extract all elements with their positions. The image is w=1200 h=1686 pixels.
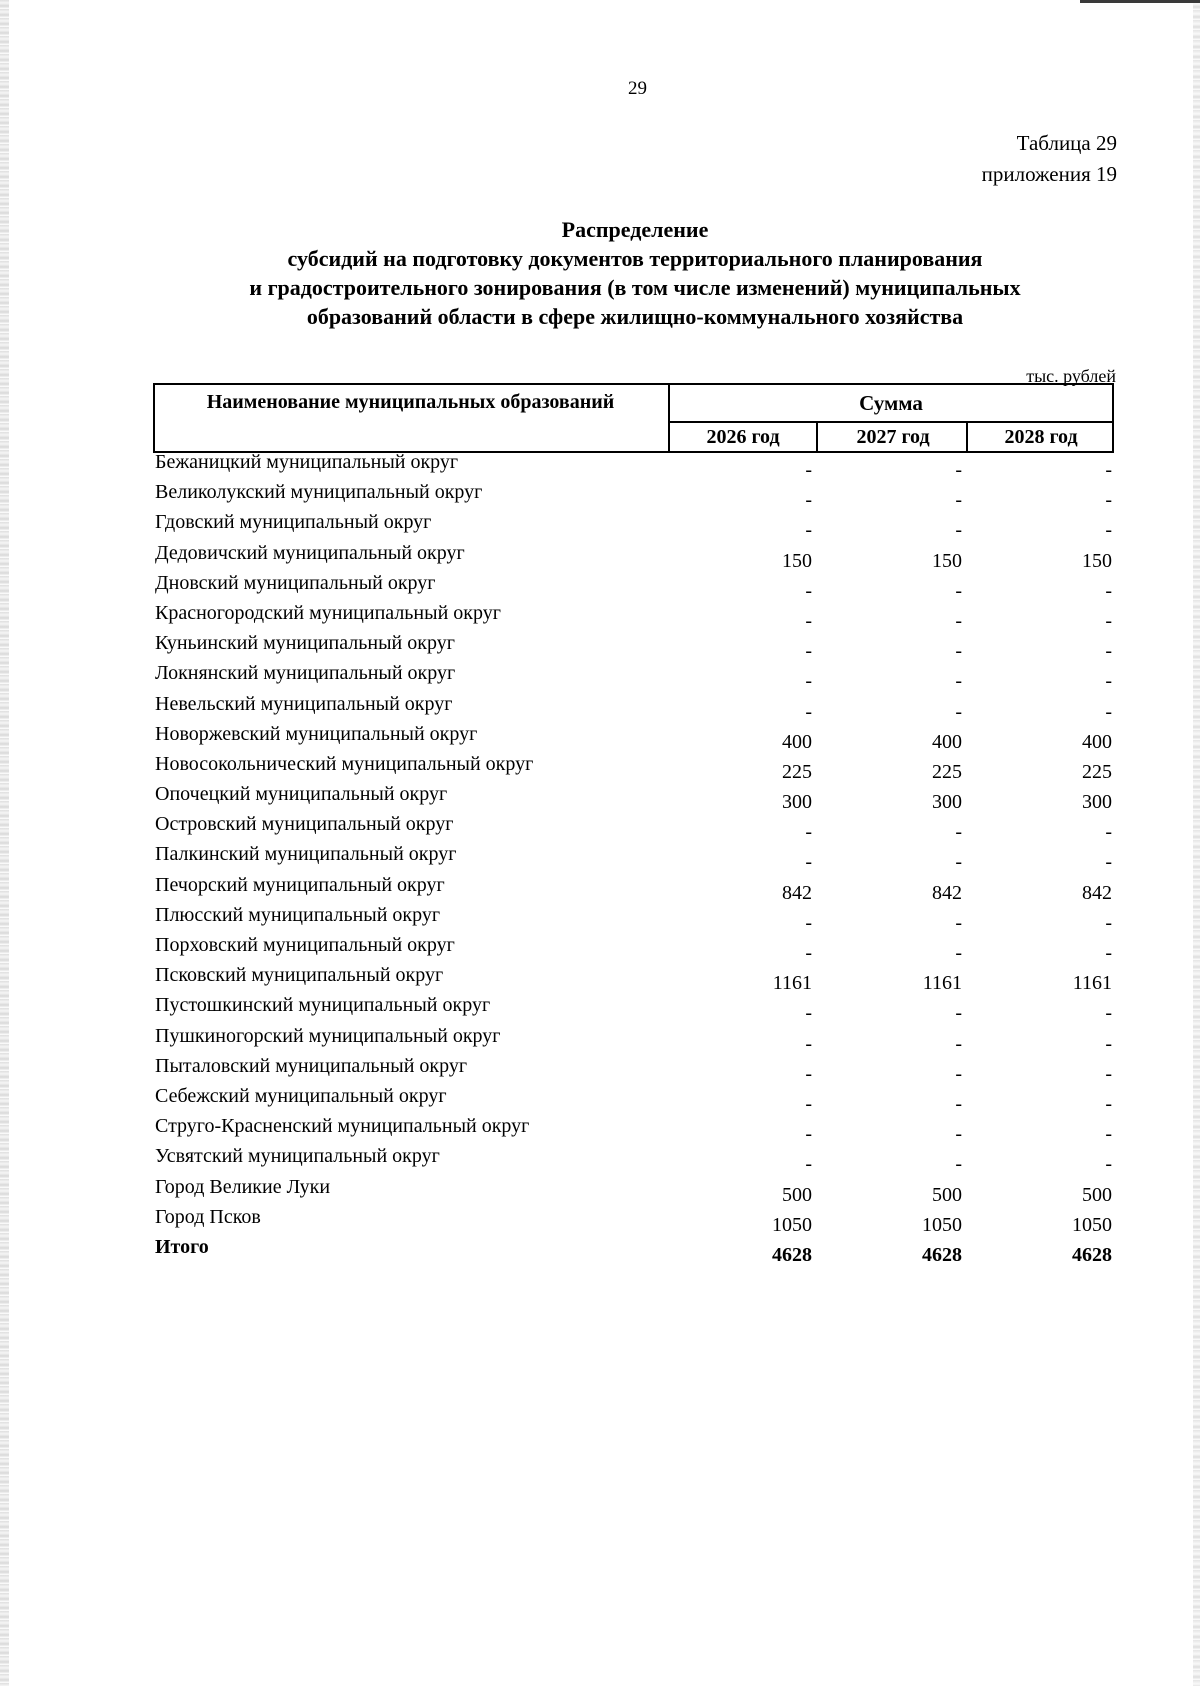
municipality-name: Дновский муниципальный округ — [155, 571, 436, 594]
municipality-name: Островский муниципальный округ — [155, 813, 454, 836]
title-line-4: образований области в сфере жилищно-коммунального хозяйства — [306, 304, 964, 329]
amount-2028: - — [1105, 851, 1112, 874]
amount-2026: - — [805, 911, 812, 934]
table-row — [155, 662, 1115, 692]
amount-2028: - — [1105, 1092, 1112, 1115]
municipality-name: Усвятский муниципальный округ — [155, 1145, 440, 1168]
amount-2026: 1050 — [772, 1213, 812, 1236]
amount-2026: - — [805, 579, 812, 602]
amount-2026: - — [805, 700, 812, 723]
amount-2026: - — [805, 489, 812, 512]
table-row — [155, 632, 1115, 662]
municipality-name: Порховский муниципальный округ — [155, 934, 455, 956]
amount-2028: - — [1105, 821, 1112, 844]
amount-2027: - — [955, 700, 962, 723]
amount-2026: - — [805, 821, 812, 844]
municipality-name: Город Псков — [155, 1205, 261, 1228]
amount-2027: - — [955, 1002, 962, 1025]
table-row — [155, 934, 1115, 964]
municipality-name: Пушкиногорский муниципальный округ — [155, 1024, 501, 1047]
amount-2026: 1161 — [772, 972, 812, 995]
amount-2026: - — [805, 851, 812, 874]
amount-2028: - — [1105, 459, 1112, 481]
units-label: тыс. рублей — [1026, 366, 1116, 386]
municipality-name: Себежский муниципальный округ — [155, 1084, 447, 1107]
amount-2027: - — [955, 640, 962, 663]
amount-2028: 842 — [1082, 881, 1112, 904]
table-reference — [982, 128, 1117, 190]
scan-edge-left — [0, 0, 9, 1686]
municipality-name: Печорский муниципальный округ — [155, 873, 445, 896]
table-reference-line2: приложения 19 — [981, 162, 1117, 186]
amount-2028: 1161 — [1072, 972, 1112, 995]
amount-2026: - — [805, 609, 812, 632]
amount-2026: - — [805, 670, 812, 693]
amount-2026: - — [805, 1153, 812, 1176]
header-name-column: Наименование муниципальных образований — [206, 391, 615, 413]
amount-2026: - — [805, 1092, 812, 1115]
amount-2027: 300 — [932, 791, 962, 814]
table-total-row — [155, 1236, 1115, 1266]
table-row — [155, 1206, 1115, 1236]
amount-2026: - — [805, 1062, 812, 1085]
municipality-name: Палкинский муниципальный округ — [155, 843, 457, 866]
amount-2027: - — [955, 579, 962, 602]
amount-2028: - — [1105, 1153, 1112, 1176]
municipality-name: Пыталовский муниципальный округ — [155, 1054, 468, 1077]
amount-2026: 400 — [782, 730, 812, 753]
amount-2026: - — [805, 1032, 812, 1055]
table-row — [155, 964, 1115, 994]
header-sum: Сумма — [859, 391, 923, 415]
amount-2028: 150 — [1082, 549, 1112, 572]
amount-2026: 300 — [782, 791, 812, 814]
municipality-name: Невельский муниципальный округ — [155, 692, 453, 715]
title-line-2: субсидий на подготовку документов территориального планирования — [287, 246, 983, 271]
amount-2027: - — [955, 911, 962, 934]
table-row — [155, 1055, 1115, 1085]
municipality-name: Струго-Красненский муниципальный округ — [155, 1115, 530, 1138]
amount-2026: - — [805, 1002, 812, 1025]
table-row — [155, 904, 1115, 934]
amount-2027: 150 — [932, 549, 962, 572]
amount-2028: - — [1105, 1123, 1112, 1146]
amount-2026: 842 — [782, 881, 812, 904]
table-row — [155, 994, 1115, 1024]
table-row — [155, 783, 1115, 813]
table-header — [153, 383, 1114, 453]
title-line-3: и градостроительного зонирования (в том числе изменений) муниципальных — [249, 275, 1021, 300]
document-title — [150, 215, 1120, 331]
total-value-2026: 4628 — [772, 1243, 812, 1266]
table-reference-line1: Таблица 29 — [1016, 131, 1117, 155]
municipality-name: Дедовичский муниципальный округ — [155, 541, 465, 564]
amount-2027: 225 — [932, 760, 962, 783]
amount-2028: - — [1105, 700, 1112, 723]
table-row — [155, 602, 1115, 632]
municipality-name: Псковский муниципальный округ — [155, 964, 444, 987]
amount-2026: - — [805, 1123, 812, 1146]
amount-2026: 500 — [782, 1183, 812, 1206]
municipality-name: Новосокольнический муниципальный округ — [155, 752, 534, 775]
amount-2027: - — [955, 851, 962, 874]
amount-2026: - — [805, 942, 812, 964]
amount-2026: - — [805, 459, 812, 481]
municipality-name: Локнянский муниципальный округ — [155, 662, 456, 685]
amount-2027: - — [955, 1062, 962, 1085]
municipality-name: Город Великие Луки — [155, 1175, 331, 1198]
amount-2028: - — [1105, 609, 1112, 632]
header-year-2026: 2026 год — [670, 423, 818, 453]
municipality-name: Опочецкий муниципальный округ — [155, 783, 448, 806]
table-row — [155, 693, 1115, 723]
table-row — [155, 1145, 1115, 1175]
amount-2028: - — [1105, 670, 1112, 693]
table-row — [155, 1025, 1115, 1055]
amount-2028: 500 — [1082, 1183, 1112, 1206]
table-row — [155, 843, 1115, 873]
amount-2027: 1050 — [922, 1213, 962, 1236]
amount-2028: 300 — [1082, 791, 1112, 814]
table-row — [155, 572, 1115, 602]
header-year-2027: 2027 год — [820, 423, 968, 453]
amount-2028: 400 — [1082, 730, 1112, 753]
amount-2027: - — [955, 489, 962, 512]
table-row — [155, 1176, 1115, 1206]
total-label: Итого — [155, 1235, 209, 1258]
title-line-1: Распределение — [561, 217, 709, 242]
amount-2026: 225 — [782, 760, 812, 783]
table-row — [155, 511, 1115, 541]
municipality-name: Куньинский муниципальный округ — [155, 632, 455, 655]
amount-2027: - — [955, 670, 962, 693]
table-row — [155, 753, 1115, 783]
header-year-2028: 2028 год — [1004, 426, 1078, 448]
page-number: 29 — [628, 78, 647, 99]
amount-2028: 225 — [1082, 760, 1112, 783]
table-body — [155, 451, 1115, 1266]
municipality-name: Красногородский муниципальный округ — [155, 601, 501, 624]
total-value-2027: 4628 — [922, 1243, 962, 1266]
amount-2027: 400 — [932, 730, 962, 753]
amount-2028: - — [1105, 1002, 1112, 1025]
amount-2027: - — [955, 609, 962, 632]
scan-edge-right — [1193, 0, 1200, 1686]
amount-2027: - — [955, 942, 962, 964]
table-row — [155, 1085, 1115, 1115]
municipality-name: Пустошкинский муниципальный округ — [155, 994, 491, 1017]
table-row — [155, 723, 1115, 753]
amount-2028: - — [1105, 1032, 1112, 1055]
amount-2027: - — [955, 821, 962, 844]
municipality-name: Плюсский муниципальный округ — [155, 903, 441, 926]
municipality-name: Бежаницкий муниципальный округ — [155, 451, 459, 473]
amount-2027: 1161 — [922, 972, 962, 995]
scan-edge-top — [1080, 0, 1200, 3]
municipality-name: Новоржевский муниципальный округ — [155, 722, 478, 745]
amount-2028: 1050 — [1072, 1213, 1112, 1236]
amount-2028: - — [1105, 519, 1112, 542]
amount-2027: - — [955, 459, 962, 481]
municipality-name: Гдовский муниципальный округ — [155, 511, 432, 534]
amount-2026: - — [805, 519, 812, 542]
total-value-2028: 4628 — [1072, 1243, 1112, 1266]
table-row — [155, 542, 1115, 572]
amount-2027: - — [955, 1153, 962, 1176]
amount-2026: 150 — [782, 549, 812, 572]
municipality-name: Великолукский муниципальный округ — [155, 481, 483, 504]
amount-2027: - — [955, 1092, 962, 1115]
table-row — [155, 451, 1115, 481]
amount-2028: - — [1105, 1062, 1112, 1085]
amount-2027: - — [955, 519, 962, 542]
amount-2028: - — [1105, 579, 1112, 602]
amount-2028: - — [1105, 942, 1112, 964]
table-row — [155, 874, 1115, 904]
table-row — [155, 813, 1115, 843]
amount-2027: - — [955, 1032, 962, 1055]
amount-2028: - — [1105, 489, 1112, 512]
table-row — [155, 481, 1115, 511]
amount-2028: - — [1105, 911, 1112, 934]
amount-2027: 500 — [932, 1183, 962, 1206]
amount-2028: - — [1105, 640, 1112, 663]
amount-2027: 842 — [932, 881, 962, 904]
amount-2026: - — [805, 640, 812, 663]
table-row — [155, 1115, 1115, 1145]
amount-2027: - — [955, 1123, 962, 1146]
